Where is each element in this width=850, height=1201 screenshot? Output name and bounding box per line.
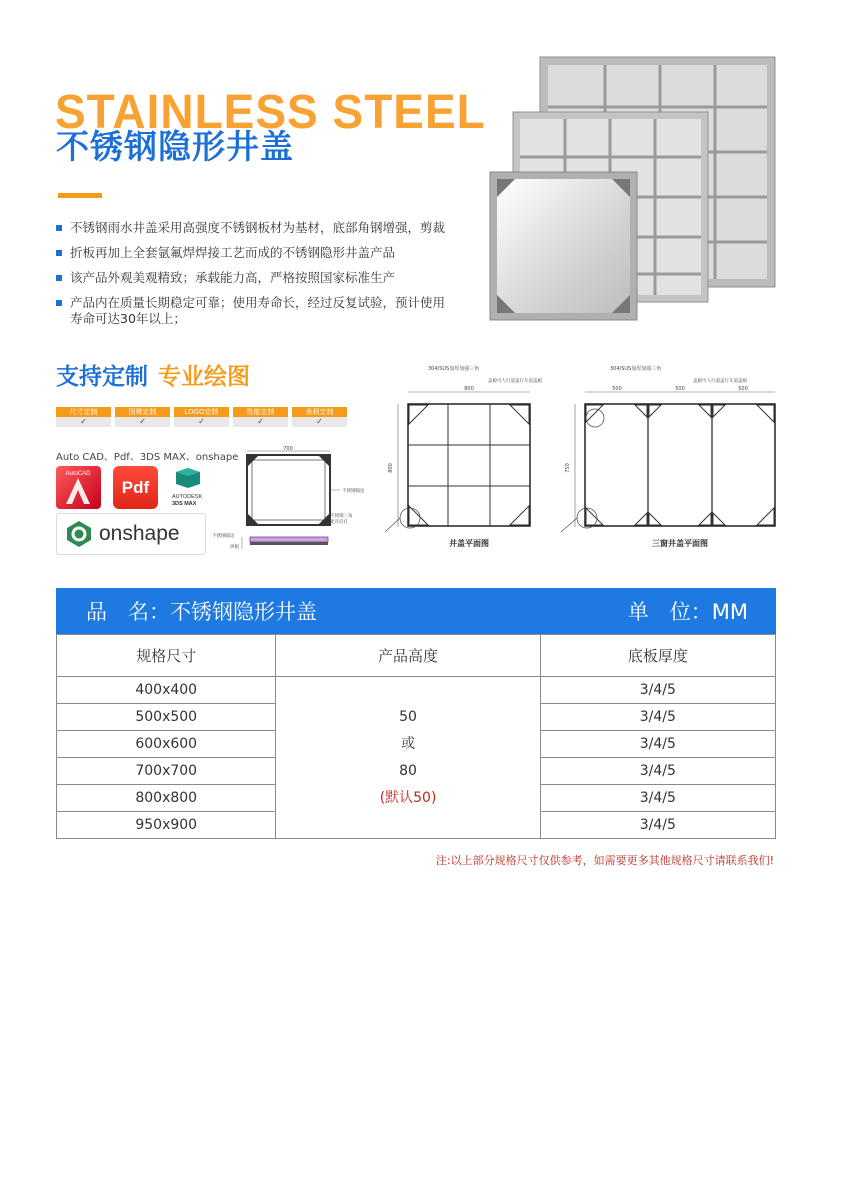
custom-tag-label: 图模定制 xyxy=(115,407,170,417)
spec-table xyxy=(56,634,776,839)
thickness-cell: 3/4/5 xyxy=(540,731,775,758)
triple-note-right: 盖板可人行道盖行车道盖板 xyxy=(693,379,747,384)
height-value: 50 xyxy=(399,708,417,725)
column-header-thickness: 底板厚度 xyxy=(540,635,775,677)
size-cell: 600x600 xyxy=(57,731,276,758)
section-dim-top: 700 xyxy=(283,446,293,452)
triple-plan-drawing xyxy=(555,362,785,552)
3ds-max-name: 3DS MAX xyxy=(172,501,197,507)
triple-caption: 三窗井盖平面图 xyxy=(652,539,708,548)
height-or: 或 xyxy=(401,735,416,752)
3ds-max-brand: AUTODESK xyxy=(172,494,203,500)
section-drawing xyxy=(212,445,365,555)
spec-table-header xyxy=(56,588,776,634)
height-default: (默认50) xyxy=(379,789,437,806)
thickness-cell: 3/4/5 xyxy=(540,785,775,812)
supported-formats: Auto CAD、Pdf、3DS MAX、onshape xyxy=(56,452,239,463)
footnote: 注:以上部分规格尺寸仅供参考，如需要更多其他规格尺寸请联系我们! xyxy=(435,854,774,867)
section-label-bottom: 拼板 xyxy=(230,545,239,550)
column-header-height: 产品高度 xyxy=(276,635,540,677)
table-header-row xyxy=(57,635,776,677)
custom-title-blue: 支持定制 xyxy=(56,364,148,390)
pdf-logo: Pdf xyxy=(113,466,158,509)
section-label-left: 不锈钢隔边 xyxy=(212,534,235,539)
page-title: 不锈钢隐形井盖 xyxy=(56,127,294,166)
size-cell: 950x900 xyxy=(57,812,276,839)
plan-dim-top: 800 xyxy=(464,386,474,392)
column-header-size: 规格尺寸 xyxy=(57,635,276,677)
check-icon: ✓ xyxy=(115,417,170,427)
autocad-logo-text: AutoCAD xyxy=(65,471,91,477)
feature-item: 折板再加上全套氩氟焊焊接工艺而成的不锈钢隐形井盖产品 xyxy=(56,245,456,261)
custom-tag xyxy=(115,407,170,427)
custom-title-orange: 专业绘图 xyxy=(158,364,250,390)
feature-item: 产品内在质量长期稳定可靠；使用寿命长，经过反复试验，预计使用寿命可达30年以上； xyxy=(56,295,456,327)
triple-dim-top-3: 500 xyxy=(738,386,748,392)
size-cell: 800x800 xyxy=(57,785,276,812)
thickness-cell: 3/4/5 xyxy=(540,704,775,731)
check-icon: ✓ xyxy=(174,417,229,427)
custom-tag xyxy=(233,407,288,427)
check-icon: ✓ xyxy=(233,417,288,427)
height-cell xyxy=(276,677,540,839)
height-value: 80 xyxy=(399,762,417,779)
size-cell: 500x500 xyxy=(57,704,276,731)
feature-item: 该产品外观美观精致；承载能力高，严格按照国家标准生产 xyxy=(56,270,456,286)
custom-tag xyxy=(292,407,347,427)
triple-dim-top-2: 500 xyxy=(675,386,685,392)
plan-drawing xyxy=(380,362,545,552)
thickness-cell: 3/4/5 xyxy=(540,677,775,704)
thickness-cell: 3/4/5 xyxy=(540,812,775,839)
product-name-label: 品 名：不锈钢隐形井盖 xyxy=(86,600,317,624)
custom-tag xyxy=(56,407,111,427)
product-photo xyxy=(485,52,785,327)
spec-table-wrap xyxy=(56,588,776,839)
custom-tag-label: 性能定制 xyxy=(233,407,288,417)
bg-title: STAINLESS STEEL xyxy=(55,83,486,139)
section-label-hole: 配开启孔 xyxy=(330,520,348,525)
triple-note-top: 304/SUS加厚加强三角 xyxy=(610,366,662,372)
onshape-logo-text: onshape xyxy=(99,522,180,545)
custom-section-title xyxy=(56,366,250,389)
custom-tag-label: 承载定制 xyxy=(292,407,347,417)
custom-tag-label: 尺寸定制 xyxy=(56,407,111,417)
plan-caption: 井盖平面图 xyxy=(449,539,489,548)
feature-list xyxy=(56,220,456,336)
autocad-logo xyxy=(56,466,101,509)
section-label-angle: 不锈钢三角 xyxy=(330,514,353,519)
plan-dim-left: 800 xyxy=(388,463,394,473)
thickness-cell: 3/4/5 xyxy=(540,758,775,785)
custom-tag xyxy=(174,407,229,427)
onshape-logo xyxy=(56,513,206,555)
check-icon: ✓ xyxy=(56,417,111,427)
section-label-cover: 不锈钢隔边 xyxy=(342,489,365,494)
custom-tags xyxy=(56,407,347,427)
unit-label: 单 位：MM xyxy=(627,600,748,624)
table-row xyxy=(57,677,776,704)
custom-tag-label: LOGO定制 xyxy=(174,407,229,417)
size-cell: 400x400 xyxy=(57,677,276,704)
plan-note-top: 304/SUS加厚加强三角 xyxy=(428,366,480,372)
triple-dim-left: 750 xyxy=(565,463,571,473)
size-cell: 700x700 xyxy=(57,758,276,785)
onshape-icon xyxy=(65,520,93,548)
check-icon: ✓ xyxy=(292,417,347,427)
3ds-max-logo xyxy=(170,466,207,509)
triple-dim-top-1: 500 xyxy=(612,386,622,392)
title-underline xyxy=(58,193,102,198)
feature-item: 不锈钢雨水井盖采用高强度不锈钢板材为基材，底部角钢增强，剪裁 xyxy=(56,220,456,236)
plan-note-right: 盖板可人行道盖行车道盖板 xyxy=(488,379,542,384)
